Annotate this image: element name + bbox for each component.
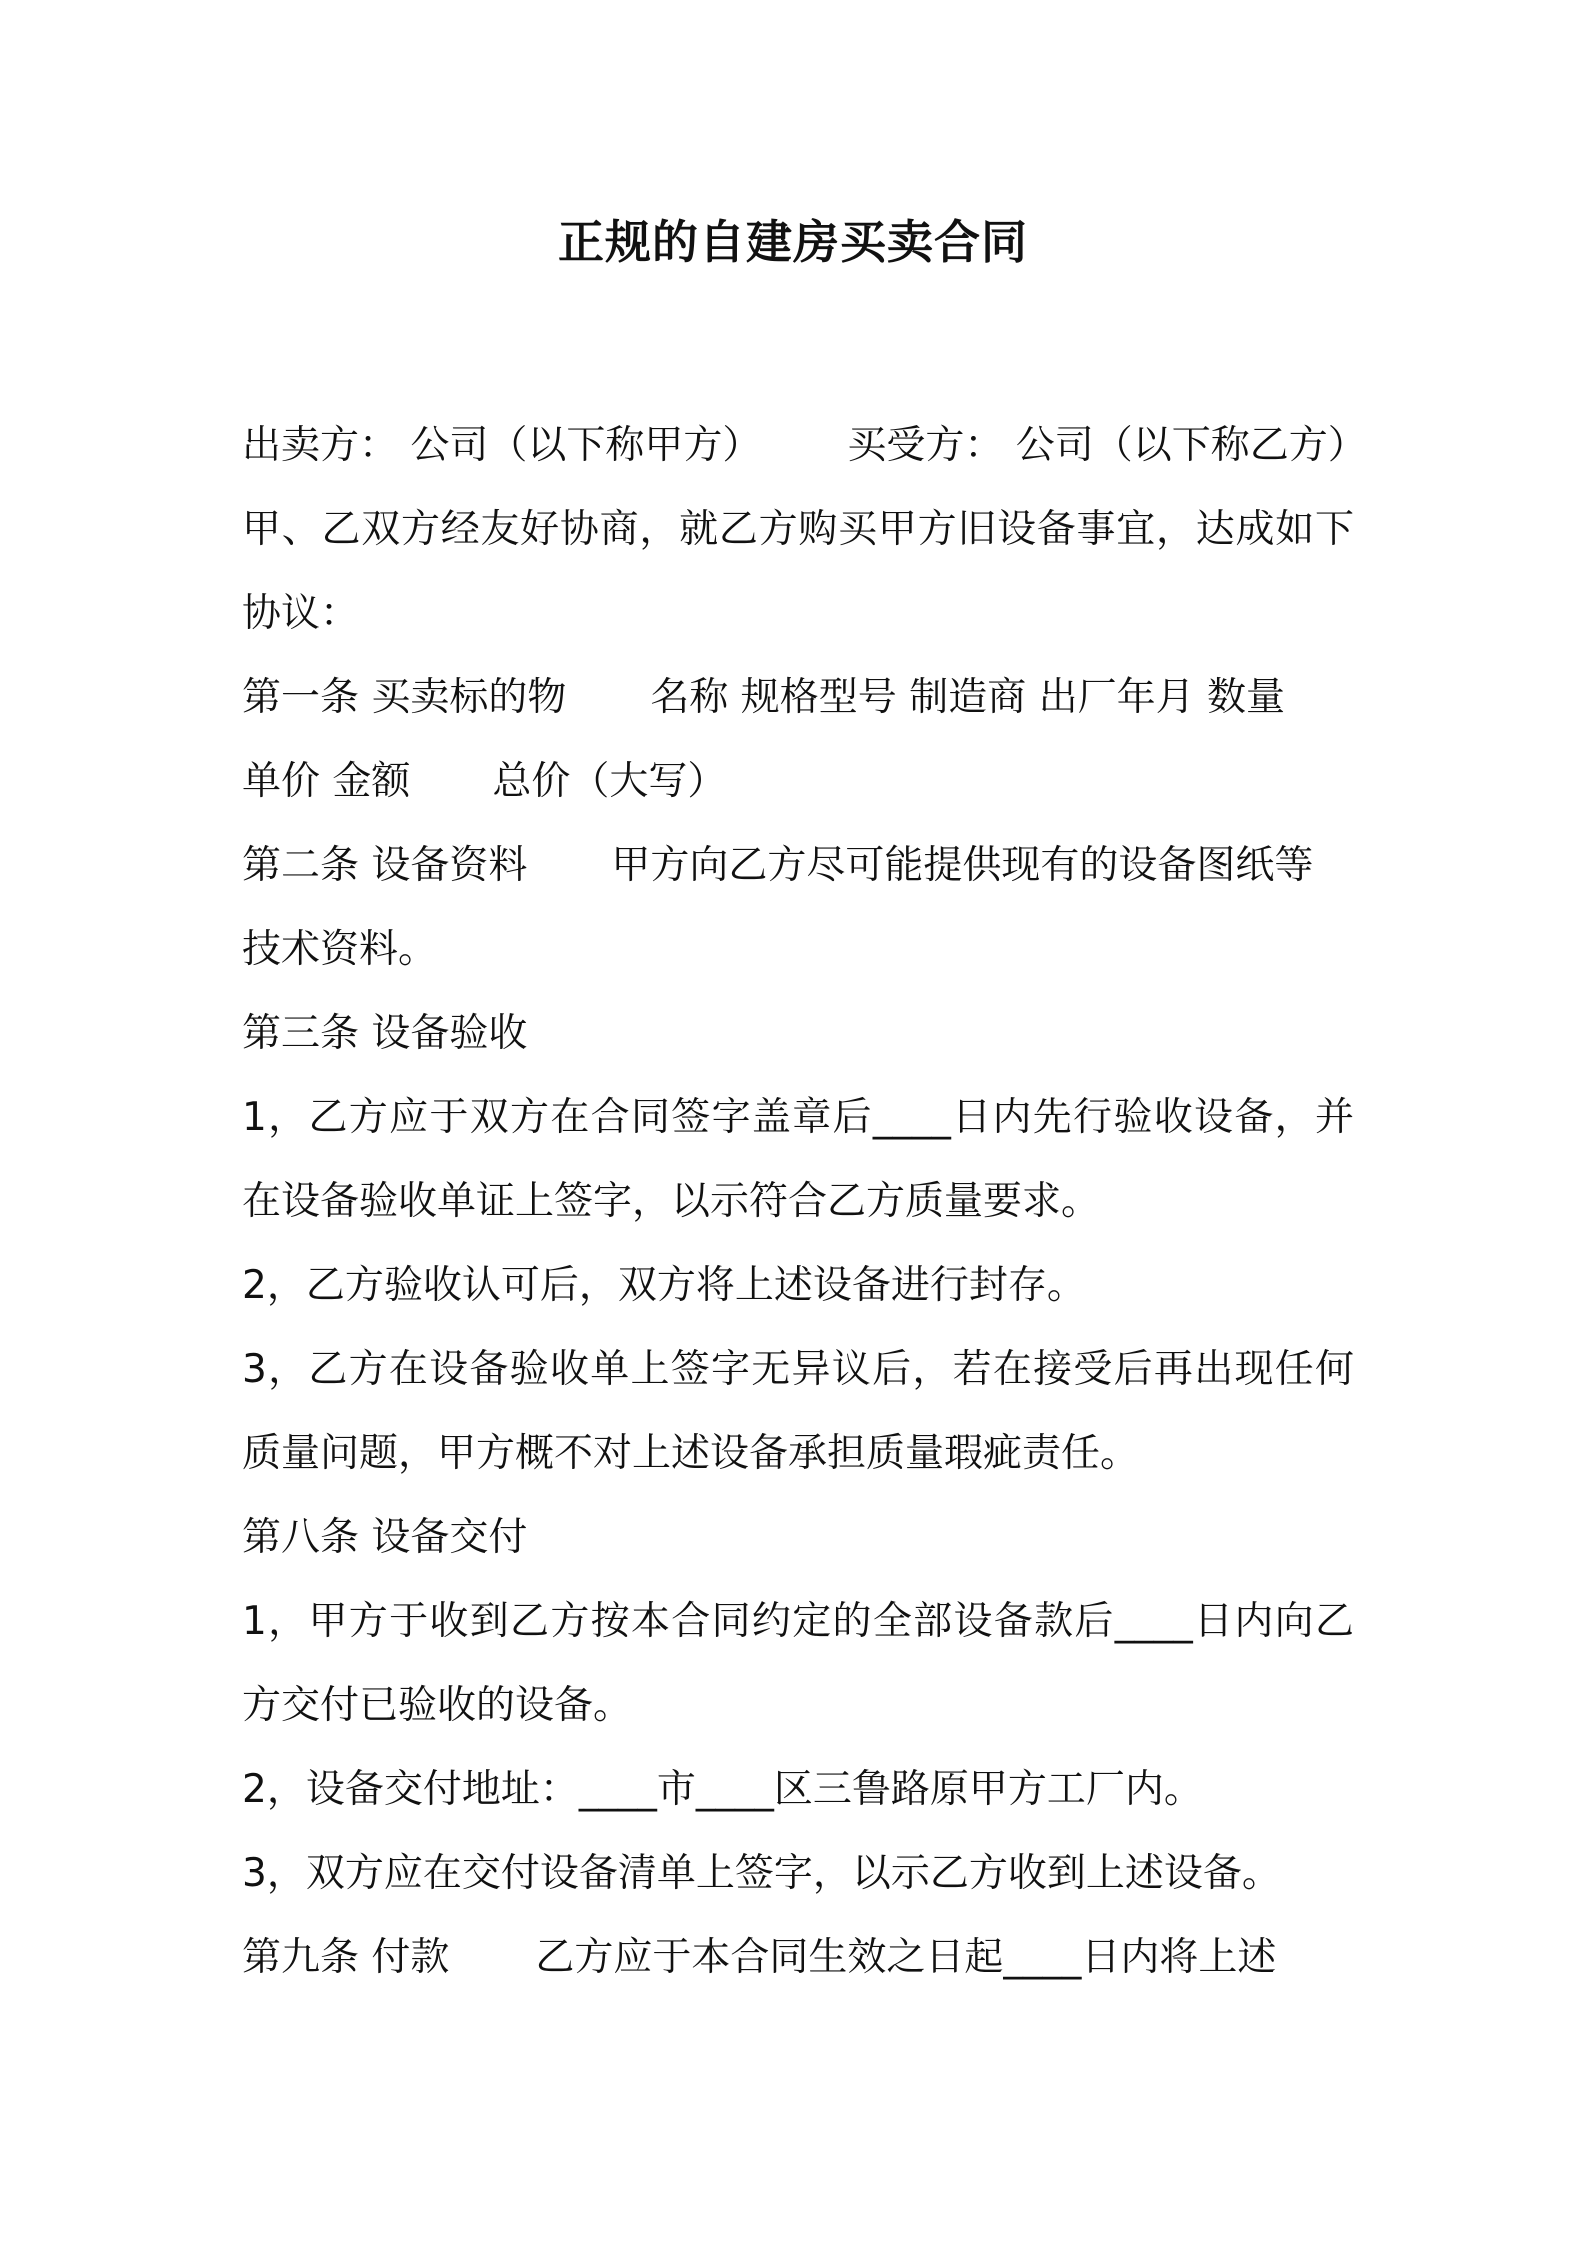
article-3-item-1-line-2: 在设备验收单证上签字，以示符合乙方质量要求。 (242, 1179, 1101, 1224)
article-9-text: 乙方应于本合同生效之日起____日内将上述 (535, 1935, 1277, 1980)
article-1-columns: 名称 规格型号 制造商 出厂年月 数量 (650, 675, 1285, 720)
article-8-item-2: 2，设备交付地址：____市____区三鲁路原甲方工厂内。 (242, 1767, 1203, 1812)
article-9-line-1 (242, 1916, 1354, 2000)
article-3-item-1-line-1: 1，乙方应于双方在合同签字盖章后____日内先行验收设备，并 (242, 1095, 1354, 1140)
article-1-total-price: 总价（大写） (492, 759, 727, 804)
article-2-line-2: 技术资料。 (242, 927, 438, 972)
intro-line-1: 甲、乙双方经友好协商，就乙方购买甲方旧设备事宜，达成如下 (242, 507, 1354, 552)
article-8-item-1-line-2: 方交付已验收的设备。 (242, 1683, 633, 1728)
article-8-item-1-line-1: 1，甲方于收到乙方按本合同约定的全部设备款后____日内向乙 (242, 1599, 1354, 1644)
document-title: 正规的自建房买卖合同 (558, 215, 1028, 269)
article-3-item-3-line-2: 质量问题，甲方概不对上述设备承担质量瑕疵责任。 (242, 1431, 1140, 1476)
article-2-line-1 (242, 824, 1354, 908)
article-3-item-2: 2，乙方验收认可后，双方将上述设备进行封存。 (242, 1263, 1086, 1308)
article-2-text: 甲方向乙方尽可能提供现有的设备图纸等 (611, 843, 1314, 888)
buyer-party: 买受方： 公司（以下称乙方） (847, 423, 1367, 468)
article-1-unit-price: 单价 金额 (242, 759, 411, 804)
article-3-item-3-line-1: 3，乙方在设备验收单上签字无异议后，若在接受后再出现任何 (242, 1347, 1354, 1392)
article-9-heading: 第九条 付款 (242, 1935, 450, 1980)
article-1-line-1 (242, 656, 1354, 740)
seller-party: 出卖方： 公司（以下称甲方） (242, 423, 762, 468)
article-8-item-3: 3，双方应在交付设备清单上签字，以示乙方收到上述设备。 (242, 1851, 1281, 1896)
intro-line-2: 协议： (242, 591, 360, 636)
parties-line (242, 404, 1367, 488)
article-1-heading: 第一条 买卖标的物 (242, 675, 567, 720)
article-8-heading: 第八条 设备交付 (242, 1515, 528, 1560)
article-3-heading: 第三条 设备验收 (242, 1011, 528, 1056)
article-2-heading: 第二条 设备资料 (242, 843, 528, 888)
article-1-line-2 (242, 740, 1354, 824)
document-body (242, 404, 1367, 2000)
